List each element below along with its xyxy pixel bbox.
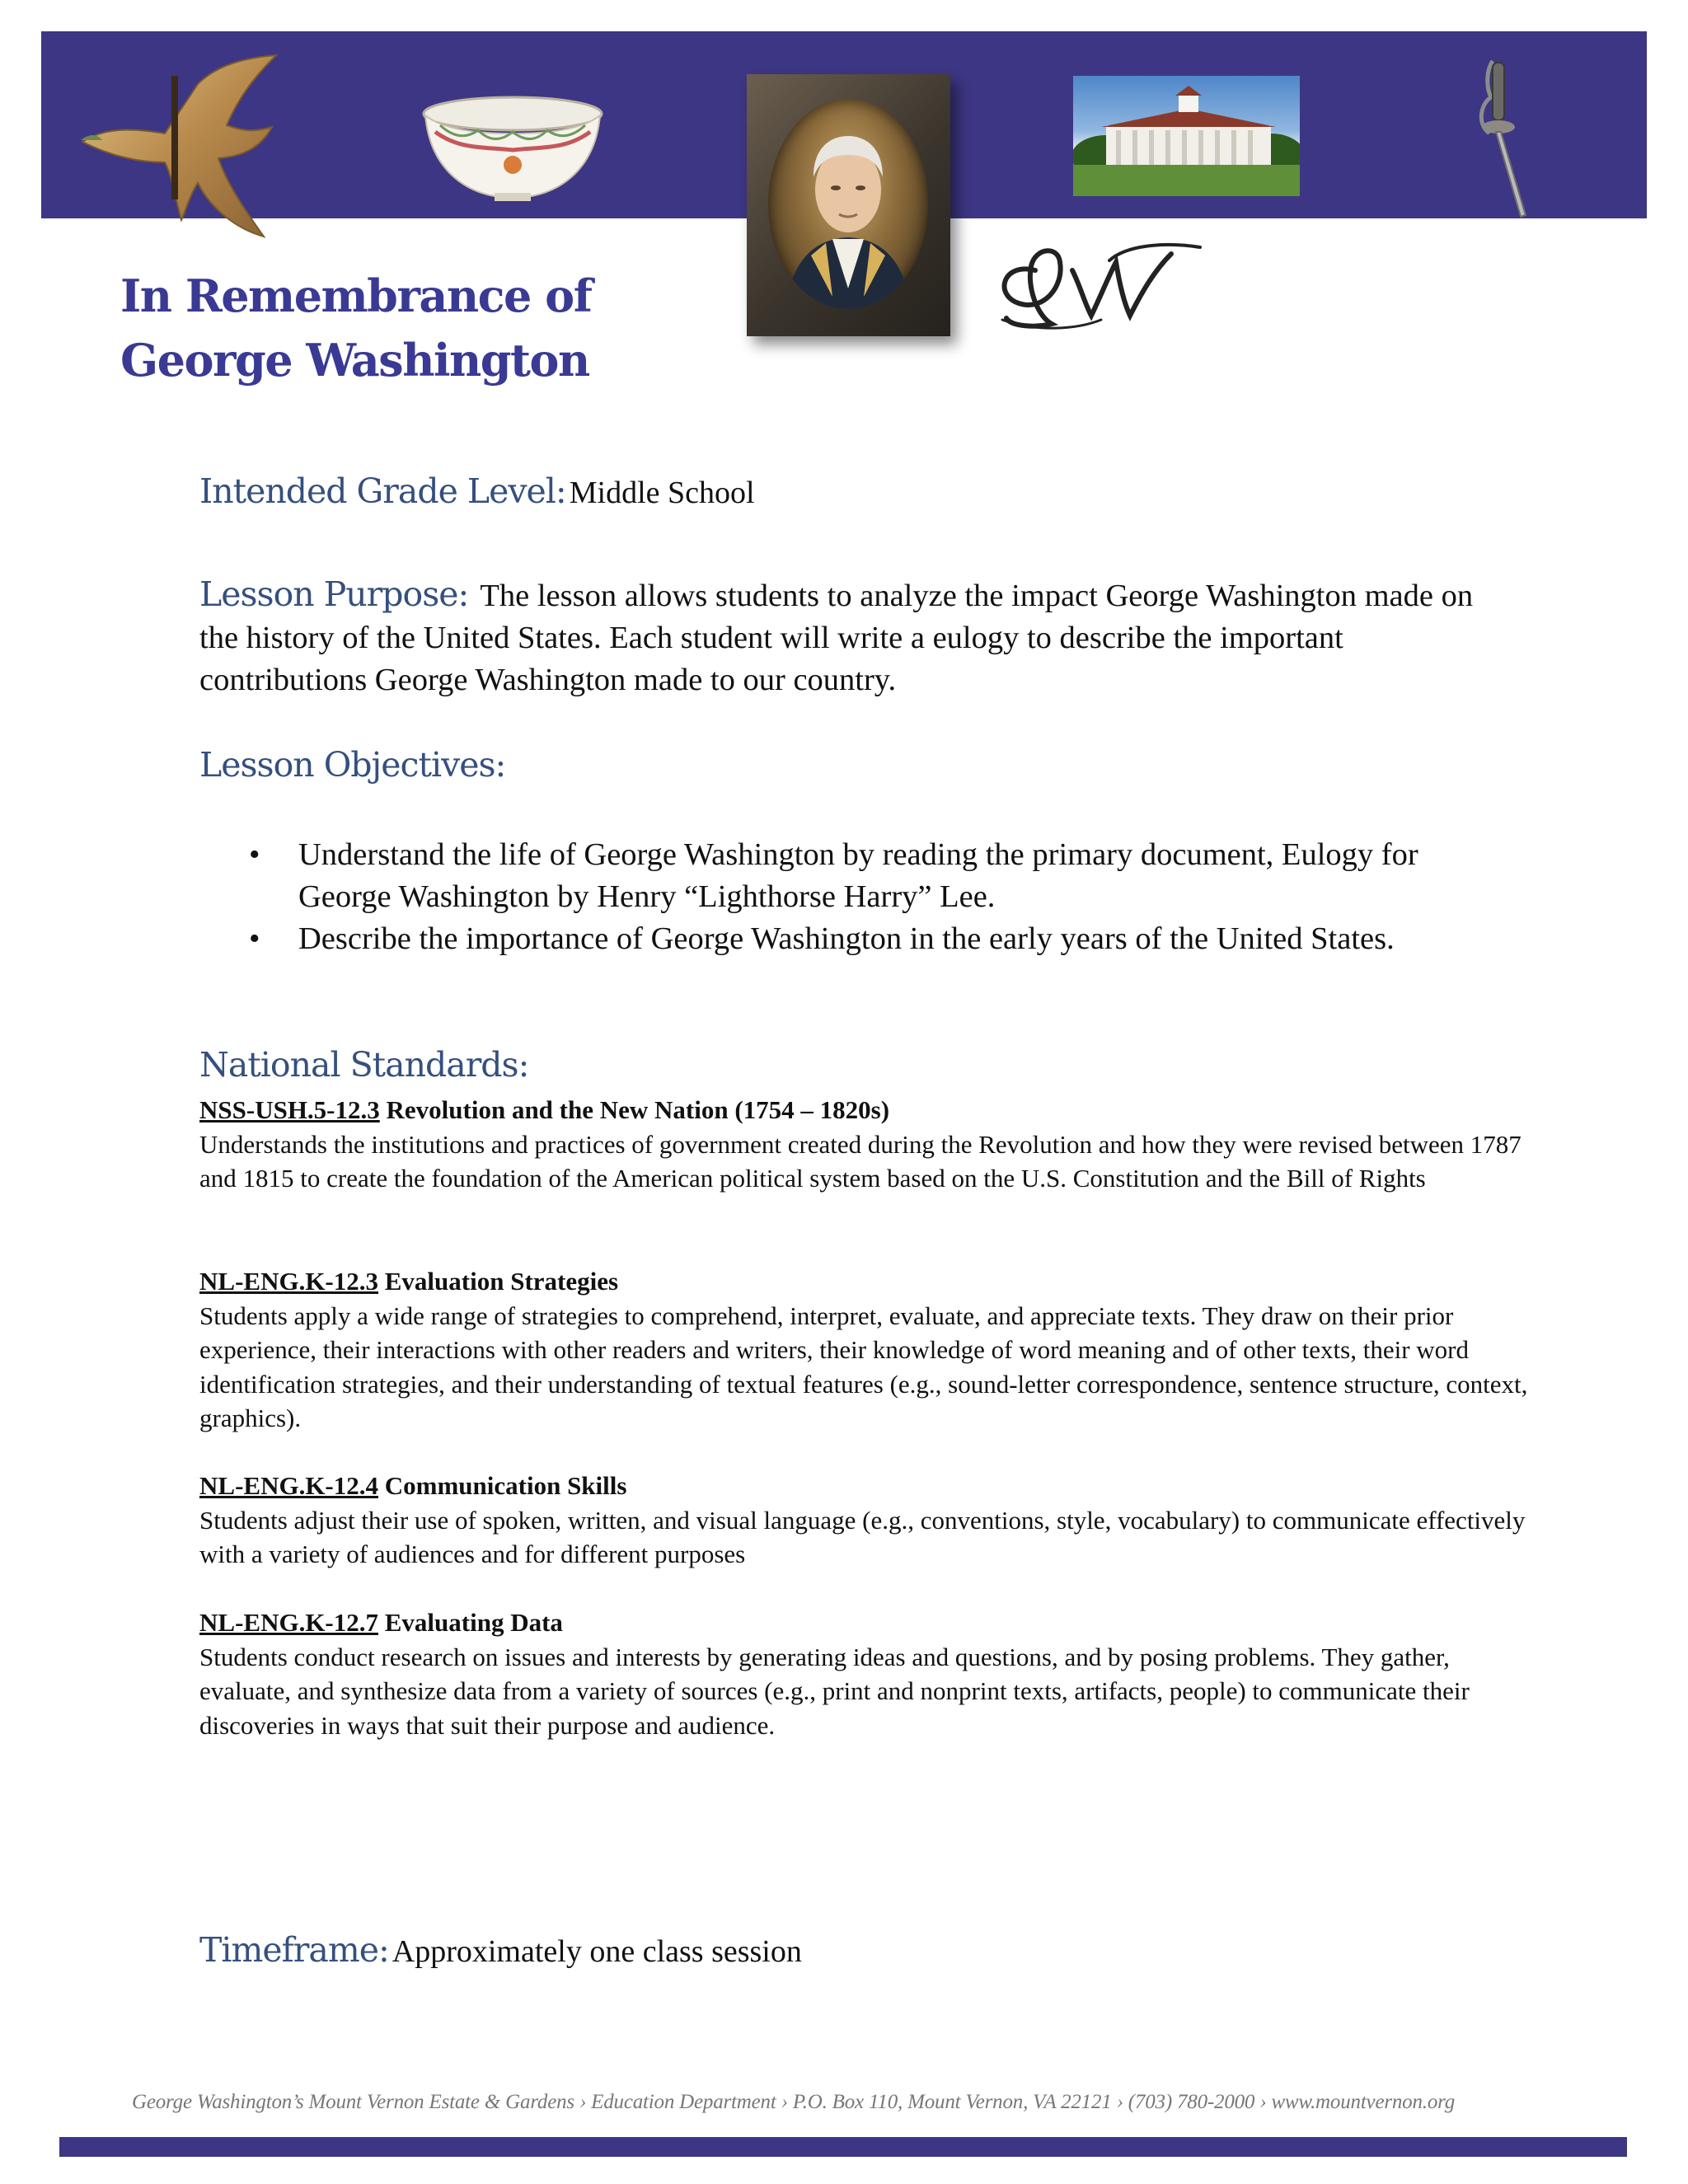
national-standards-heading xyxy=(199,1045,528,1085)
sword-icon xyxy=(1461,54,1536,219)
lesson-purpose-text: The lesson allows students to analyze the impact George Washington made on the history of the United States. Each student will write a eulogy to describe the important contributions George Washington made to our country. xyxy=(199,579,1474,697)
standard-name: Communication Skills xyxy=(384,1471,627,1500)
page-title xyxy=(120,264,591,392)
standard-name: Evaluating Data xyxy=(384,1608,563,1637)
national-standards-label: National Standards: xyxy=(199,1045,529,1085)
lesson-objectives-heading xyxy=(199,745,505,785)
porcelain-bowl-icon xyxy=(419,92,607,204)
list-item: • Describe the importance of George Washington in the early years of the United States. xyxy=(199,918,1518,960)
footer-bar xyxy=(59,2137,1627,2157)
standard-item xyxy=(199,1093,1535,1196)
standard-code: NL-ENG.K-12.4 xyxy=(199,1471,378,1500)
title-line-2: George Washington xyxy=(120,334,589,387)
washington-portrait xyxy=(747,74,950,336)
standard-description: Students adjust their use of spoken, written, and visual language (e.g., conventions, style, vocabulary) to communicate effectively with a variety of audiences and for different purposes xyxy=(199,1505,1526,1568)
grade-level-label: Intended Grade Level: xyxy=(199,471,566,511)
grade-level-value: Middle School xyxy=(569,476,755,510)
lesson-purpose-label: Lesson Purpose: xyxy=(199,574,469,614)
objectives-list xyxy=(199,834,1518,960)
standard-description: Students apply a wide range of strategies to comprehend, interpret, evaluate, and appreciate texts. They draw on their prior experience, their interactions with other readers and writers, their knowledge of word meaning and of other texts, their word identification strategies, and their understanding of textual features (e.g., sound-letter correspondence, sentence structure, context, graphics). xyxy=(199,1301,1528,1432)
list-item: • Understand the life of George Washington by reading the primary document, Eulogy for George Washington by Henry “Lighthorse Harry” Lee. xyxy=(199,834,1518,918)
lesson-objectives-label: Lesson Objectives: xyxy=(199,745,506,785)
standard-code: NSS-USH.5-12.3 xyxy=(199,1095,380,1124)
lesson-purpose xyxy=(199,574,1518,701)
standard-item xyxy=(199,1264,1535,1436)
standard-code: NL-ENG.K-12.3 xyxy=(199,1267,378,1296)
timeframe xyxy=(199,1930,802,1970)
standard-name: Evaluation Strategies xyxy=(384,1267,619,1296)
mansion-photo xyxy=(1073,76,1300,196)
timeframe-value: Approximately one class session xyxy=(392,1934,802,1969)
standard-item xyxy=(199,1605,1535,1742)
standard-description: Understands the institutions and practices of government created during the Revolution and how they were revised between 1787 and 1815 to create the foundation of the American political system based on the U.S. Constitution and the Bill of Rights xyxy=(199,1129,1522,1193)
standard-item xyxy=(199,1469,1535,1572)
title-line-1: In Remembrance of xyxy=(120,269,592,322)
timeframe-label: Timeframe: xyxy=(199,1930,389,1970)
gw-monogram xyxy=(986,237,1212,340)
standard-description: Students conduct research on issues and interests by generating ideas and questions, and by posing problems. They gather, evaluate, and synthesize data from a variety of sources (e.g., print and nonprint texts, artifacts, people) to communicate their discoveries in ways that suit their purpose and audience. xyxy=(199,1642,1470,1740)
standard-name: Revolution and the New Nation (1754 – 1820s) xyxy=(386,1095,890,1124)
weathervane-dove-icon xyxy=(74,51,309,257)
standard-code: NL-ENG.K-12.7 xyxy=(199,1608,378,1637)
grade-level xyxy=(199,471,755,511)
footer-address: George Washington’s Mount Vernon Estate & Gardens › Education Department › P.O. Box 110, Mount Vernon, VA 22121 › (703) 780-2000 › www.mountvernon.org xyxy=(132,2091,1456,2113)
